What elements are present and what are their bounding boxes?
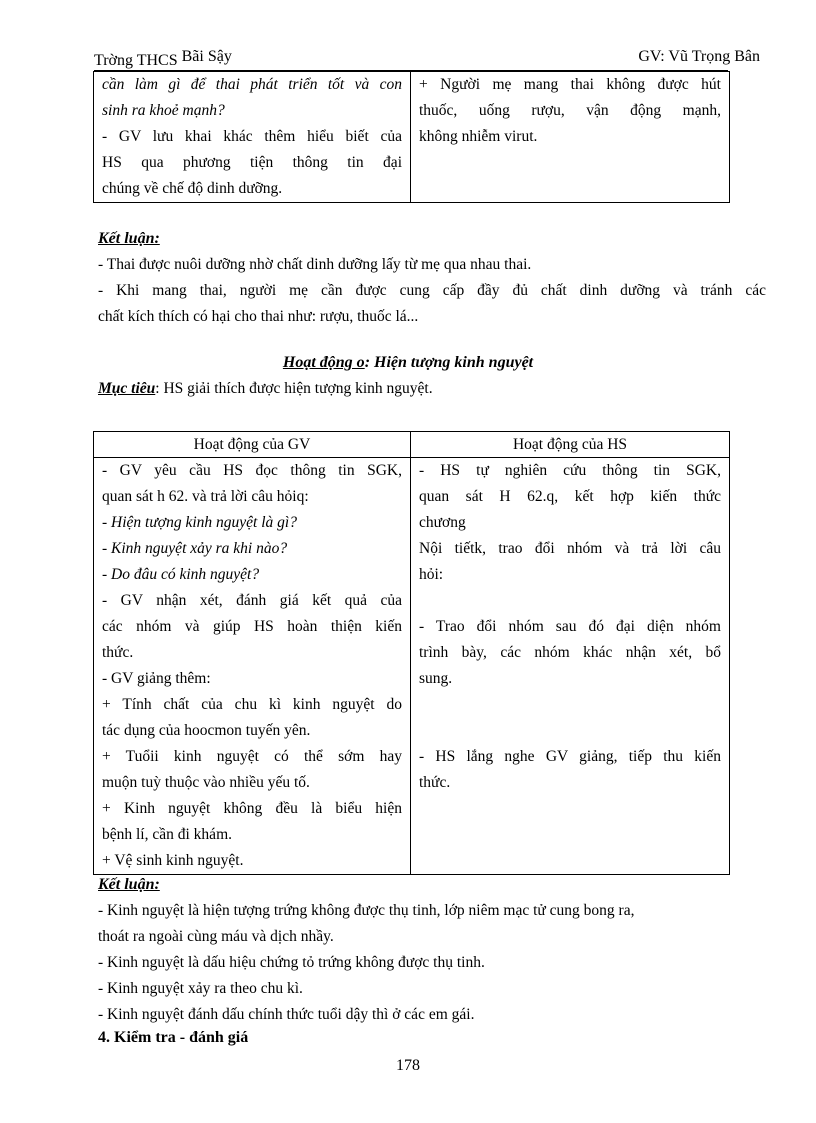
cell-line: + Kinh nguyệt không đều là biểu hiện [102, 800, 402, 817]
paragraph-line: - Kinh nguyệt xảy ra theo chu kì. [98, 980, 303, 997]
cell-line: thức. [102, 644, 134, 661]
page-header [94, 48, 760, 70]
cell-line: chúng về chế độ dinh dưỡng. [102, 180, 283, 197]
school-name-part1: Trờng THCS [94, 52, 178, 69]
cell-line: Nội tiếtk, trao đổi nhóm và trả lời câu [419, 540, 721, 557]
cell-line: sung. [419, 670, 453, 687]
cell-line: quan sát h 62. và trả lời câu hỏiq: [102, 488, 309, 505]
cell-gap [419, 588, 721, 614]
cell-line: - GV giảng thêm: [102, 670, 211, 687]
cell-line: không nhiễm virut. [419, 128, 538, 145]
activity-title [0, 354, 816, 372]
cell-line: - GV lưu khai khác thêm hiểu biết của [102, 128, 402, 145]
goal-text: : HS giải thích được hiện tượng kinh nguyệt. [155, 380, 433, 397]
continuation-table [93, 71, 730, 203]
cell-line: tác dụng của hoocmon tuyến yên. [102, 722, 311, 739]
school-name-part2: Bãi Sậy [181, 48, 232, 65]
activity-title-text: : Hiện tượng kinh nguyệt [364, 354, 534, 371]
cell-line: muộn tuỳ thuộc vào nhiều yếu tố. [102, 774, 310, 791]
column-header-hs: Hoạt động của HS [411, 432, 730, 458]
cell-line: - Hiện tượng kinh nguyệt là gì? [102, 514, 297, 531]
cell-line: chương [419, 514, 466, 531]
cell-line: - Kinh nguyệt xảy ra khi nào? [102, 540, 288, 557]
cell-line: + Tuổii kinh nguyệt có thể sớm hay [102, 748, 402, 765]
activity-goal [98, 380, 433, 398]
cell-gap [419, 718, 721, 744]
cell-line: + Tính chất của chu kì kinh nguyệt do [102, 696, 402, 713]
paragraph-line: chất kích thích có hại cho thai như: rượu, thuốc lá... [98, 308, 419, 325]
paragraph-line: - Kinh nguyệt là hiện tượng trứng không được thụ tinh, lớp niêm mạc tử cung bong ra, [98, 902, 635, 919]
cell-line: + Người mẹ mang thai không được hút [419, 76, 721, 93]
section-heading: 4. Kiểm tra - đánh giá [98, 1029, 249, 1046]
conclusion-2 [98, 872, 766, 1028]
teacher-name: GV: Vũ Trọng Bân [638, 48, 760, 65]
cell-line: sinh ra khoẻ mạnh? [102, 102, 225, 119]
cell-line: thức. [419, 774, 451, 791]
cell-line: hỏi: [419, 566, 444, 583]
paragraph-line: - Kinh nguyệt là dấu hiệu chứng tỏ trứng không được thụ tinh. [98, 954, 485, 971]
cell-line: - Do đâu có kinh nguyệt? [102, 566, 260, 583]
paragraph-line: - Thai được nuôi dưỡng nhờ chất dinh dưỡng lấy từ mẹ qua nhau thai. [98, 256, 532, 273]
conclusion-1 [98, 226, 766, 330]
cell-line: - Trao đổi nhóm sau đó đại diện nhóm [419, 618, 721, 635]
hs-activity-cell [411, 458, 730, 875]
paragraph-line: thoát ra ngoài cùng máu và dịch nhầy. [98, 928, 334, 945]
activity-table [93, 431, 730, 875]
cell-line: trình bày, các nhóm khác nhận xét, bổ [419, 644, 721, 661]
cell-line: cần làm gì để thai phát triển tốt và con [102, 76, 402, 93]
continuation-gv-cell [94, 72, 411, 203]
cell-gap [419, 692, 721, 718]
cell-line: các nhóm và giúp HS hoàn thiện kiến [102, 618, 402, 635]
school-name [94, 48, 232, 69]
page-number: 178 [396, 1057, 420, 1074]
cell-line: quan sát H 62.q, kết hợp kiến thức [419, 488, 721, 505]
cell-line: - HS lắng nghe GV giảng, tiếp thu kiến [419, 748, 721, 765]
cell-line: - GV nhận xét, đánh giá kết quả của [102, 592, 402, 609]
paragraph-line: - Khi mang thai, người mẹ cần được cung cấp đầy đủ chất dinh dưỡng và tránh các [98, 282, 766, 299]
paragraph-line: - Kinh nguyệt đánh dấu chính thức tuổi dậy thì ở các em gái. [98, 1006, 475, 1023]
cell-line: - HS tự nghiên cứu thông tin SGK, [419, 462, 721, 479]
column-header-gv: Hoạt động của GV [94, 432, 411, 458]
conclusion-label: Kết luận: [98, 230, 160, 247]
cell-line: - GV yêu cầu HS đọc thông tin SGK, [102, 462, 402, 479]
gv-activity-cell [94, 458, 411, 875]
cell-line: thuốc, uống rượu, vận động mạnh, [419, 102, 721, 119]
goal-label: Mục tiêu [98, 380, 156, 397]
activity-title-label: Hoạt động o [282, 354, 365, 371]
cell-line: bệnh lí, cần đi khám. [102, 826, 232, 843]
cell-line: + Vệ sinh kinh nguyệt. [102, 852, 244, 869]
continuation-hs-cell [411, 72, 730, 203]
conclusion-label: Kết luận: [98, 876, 160, 893]
cell-line: HS qua phương tiện thông tin đại [102, 154, 402, 171]
